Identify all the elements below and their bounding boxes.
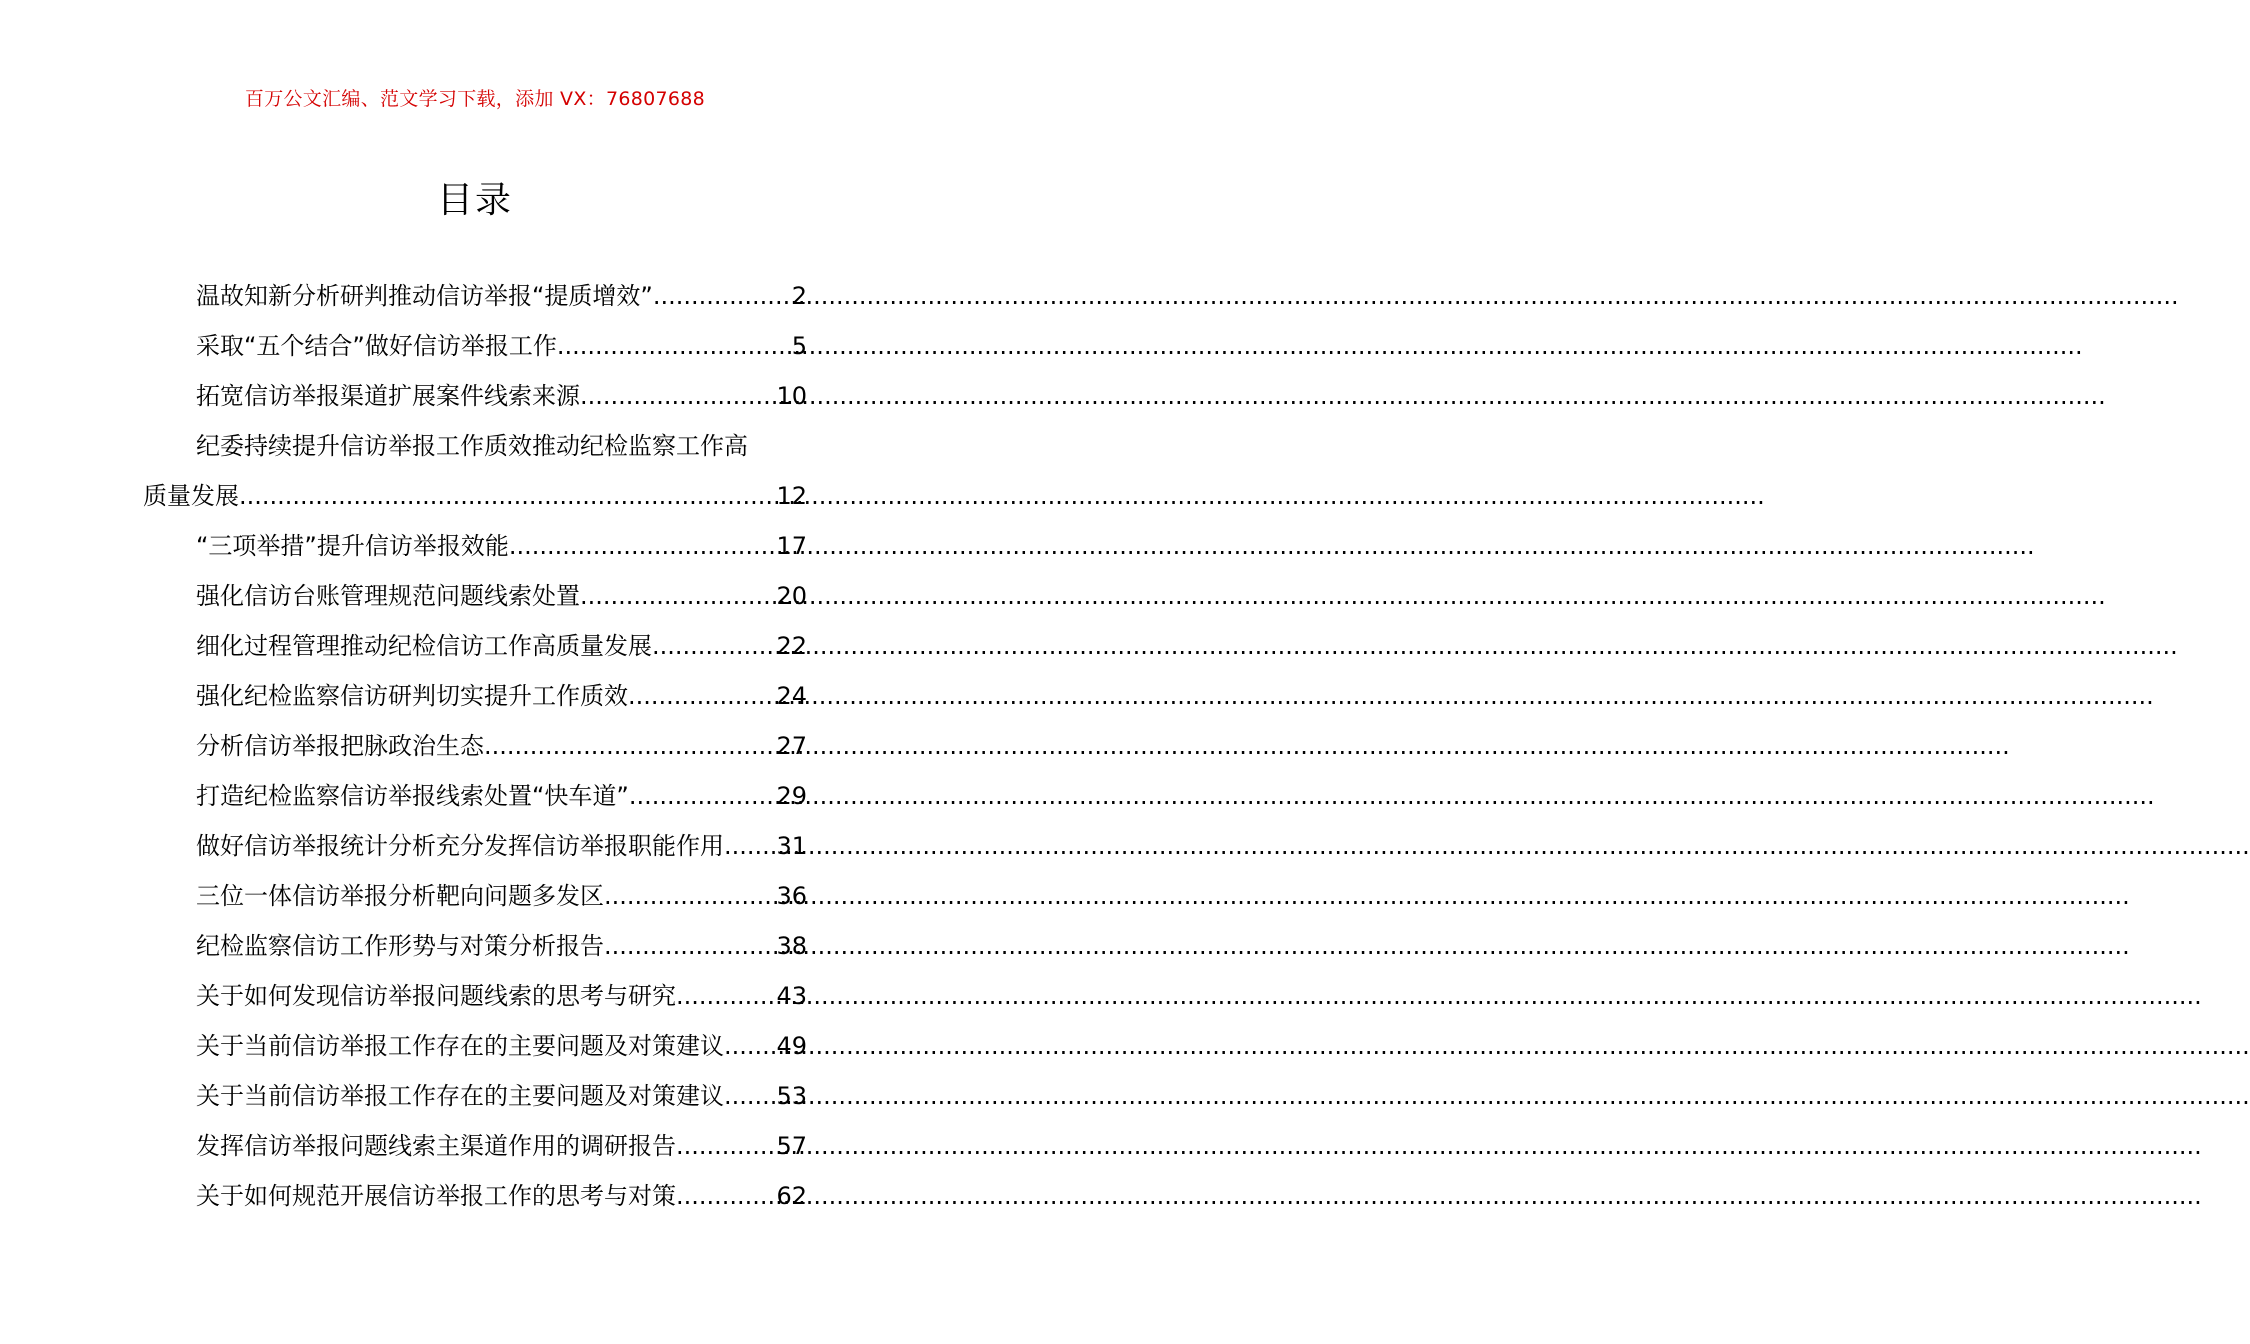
toc-entry-title: 做好信访举报统计分析充分发挥信访举报职能作用 — [196, 832, 724, 860]
toc-leader-dots — [580, 571, 776, 621]
page-title: 目录 — [436, 180, 513, 221]
toc-leader-dots — [676, 1121, 776, 1171]
toc-entry-page: 36 — [776, 882, 807, 910]
toc-entry[interactable] — [143, 571, 807, 621]
toc-entry-title: 打造纪检监察信访举报线索处置“快车道” — [196, 782, 629, 810]
toc-entry[interactable] — [143, 621, 807, 671]
toc-leader-dots — [676, 971, 776, 1021]
toc-leader-dots — [652, 621, 776, 671]
toc-leader-dots — [557, 321, 792, 371]
toc-entry[interactable] — [143, 721, 807, 771]
toc-entry-title-line1: 纪委持续提升信访举报工作质效推动纪检监察工作高 — [196, 432, 748, 460]
toc-entry-page: 24 — [776, 682, 807, 710]
toc-entry-title: 温故知新分析研判推动信访举报“提质增效” — [196, 282, 653, 310]
toc-leader-dots — [604, 921, 776, 971]
toc-entry-page: 29 — [776, 782, 807, 810]
toc-entry[interactable] — [143, 921, 807, 971]
toc-entry-title: 分析信访举报把脉政治生态 — [196, 732, 484, 760]
toc-entry[interactable] — [143, 321, 807, 371]
toc-entry[interactable] — [143, 421, 807, 521]
toc-entry-page: 2 — [791, 282, 807, 310]
toc-leader-dots — [509, 521, 777, 571]
toc-entry-page: 12 — [776, 482, 807, 510]
toc-entry-title: 三位一体信访举报分析靶向问题多发区 — [196, 882, 604, 910]
toc-leader-dots — [628, 671, 776, 721]
toc-entry-title: 发挥信访举报问题线索主渠道作用的调研报告 — [196, 1132, 676, 1160]
toc-entry-page: 10 — [776, 382, 807, 410]
toc-entry-page: 49 — [776, 1032, 807, 1060]
toc-leader-dots — [676, 1171, 776, 1221]
toc-entry-page: 22 — [776, 632, 807, 660]
toc-entry-title: 关于当前信访举报工作存在的主要问题及对策建议 — [196, 1032, 724, 1060]
toc-entry[interactable] — [143, 671, 807, 721]
toc-entry-page: 27 — [776, 732, 807, 760]
toc-entry-page: 53 — [776, 1082, 807, 1110]
toc-entry-page: 38 — [776, 932, 807, 960]
toc-entry[interactable] — [143, 1171, 807, 1221]
toc-leader-dots — [580, 371, 776, 421]
toc-entry-title: 采取“五个结合”做好信访举报工作 — [196, 332, 557, 360]
watermark-header: 百万公文汇编、范文学习下载，添加 VX：76807688 — [244, 88, 706, 110]
toc-entry-title: 拓宽信访举报渠道扩展案件线索来源 — [196, 382, 580, 410]
toc-leader-dots — [653, 271, 792, 321]
toc-entry-title: 纪检监察信访工作形势与对策分析报告 — [196, 932, 604, 960]
toc-entry-page: 17 — [776, 532, 807, 560]
toc-entry-title: 强化纪检监察信访研判切实提升工作质效 — [196, 682, 628, 710]
toc-entry[interactable] — [143, 371, 807, 421]
toc-leader-dots — [604, 871, 776, 921]
toc-entry-page: 62 — [776, 1182, 807, 1210]
toc-entry-page: 5 — [791, 332, 807, 360]
toc-leader-dots — [724, 1021, 776, 1071]
toc-entry-title: “三项举措”提升信访举报效能 — [196, 532, 509, 560]
toc-entry-title: 关于如何发现信访举报问题线索的思考与研究 — [196, 982, 676, 1010]
toc-leader-dots — [239, 471, 776, 521]
toc-entry[interactable] — [143, 871, 807, 921]
toc-leader-dots — [484, 721, 776, 771]
toc-entry-page: 43 — [776, 982, 807, 1010]
toc-entry[interactable] — [143, 971, 807, 1021]
toc-leader-dots — [629, 771, 777, 821]
toc-entry-page: 57 — [776, 1132, 807, 1160]
toc-entry-title-line2: 质量发展 — [143, 482, 239, 510]
toc-leader-dots — [724, 821, 776, 871]
toc-entry[interactable] — [143, 1071, 807, 1121]
toc-entry-title: 关于如何规范开展信访举报工作的思考与对策 — [196, 1182, 676, 1210]
toc-entry[interactable] — [143, 821, 807, 871]
toc-entry-title: 关于当前信访举报工作存在的主要问题及对策建议 — [196, 1082, 724, 1110]
toc-entry-title: 细化过程管理推动纪检信访工作高质量发展 — [196, 632, 652, 660]
toc-entry-title: 强化信访台账管理规范问题线索处置 — [196, 582, 580, 610]
toc-entry[interactable] — [143, 1021, 807, 1071]
table-of-contents — [143, 271, 807, 1221]
toc-entry[interactable] — [143, 271, 807, 321]
toc-entry[interactable] — [143, 771, 807, 821]
toc-entry[interactable] — [143, 521, 807, 571]
toc-leader-dots — [724, 1071, 776, 1121]
toc-entry-page: 20 — [776, 582, 807, 610]
toc-entry[interactable] — [143, 1121, 807, 1171]
toc-entry-page: 31 — [776, 832, 807, 860]
